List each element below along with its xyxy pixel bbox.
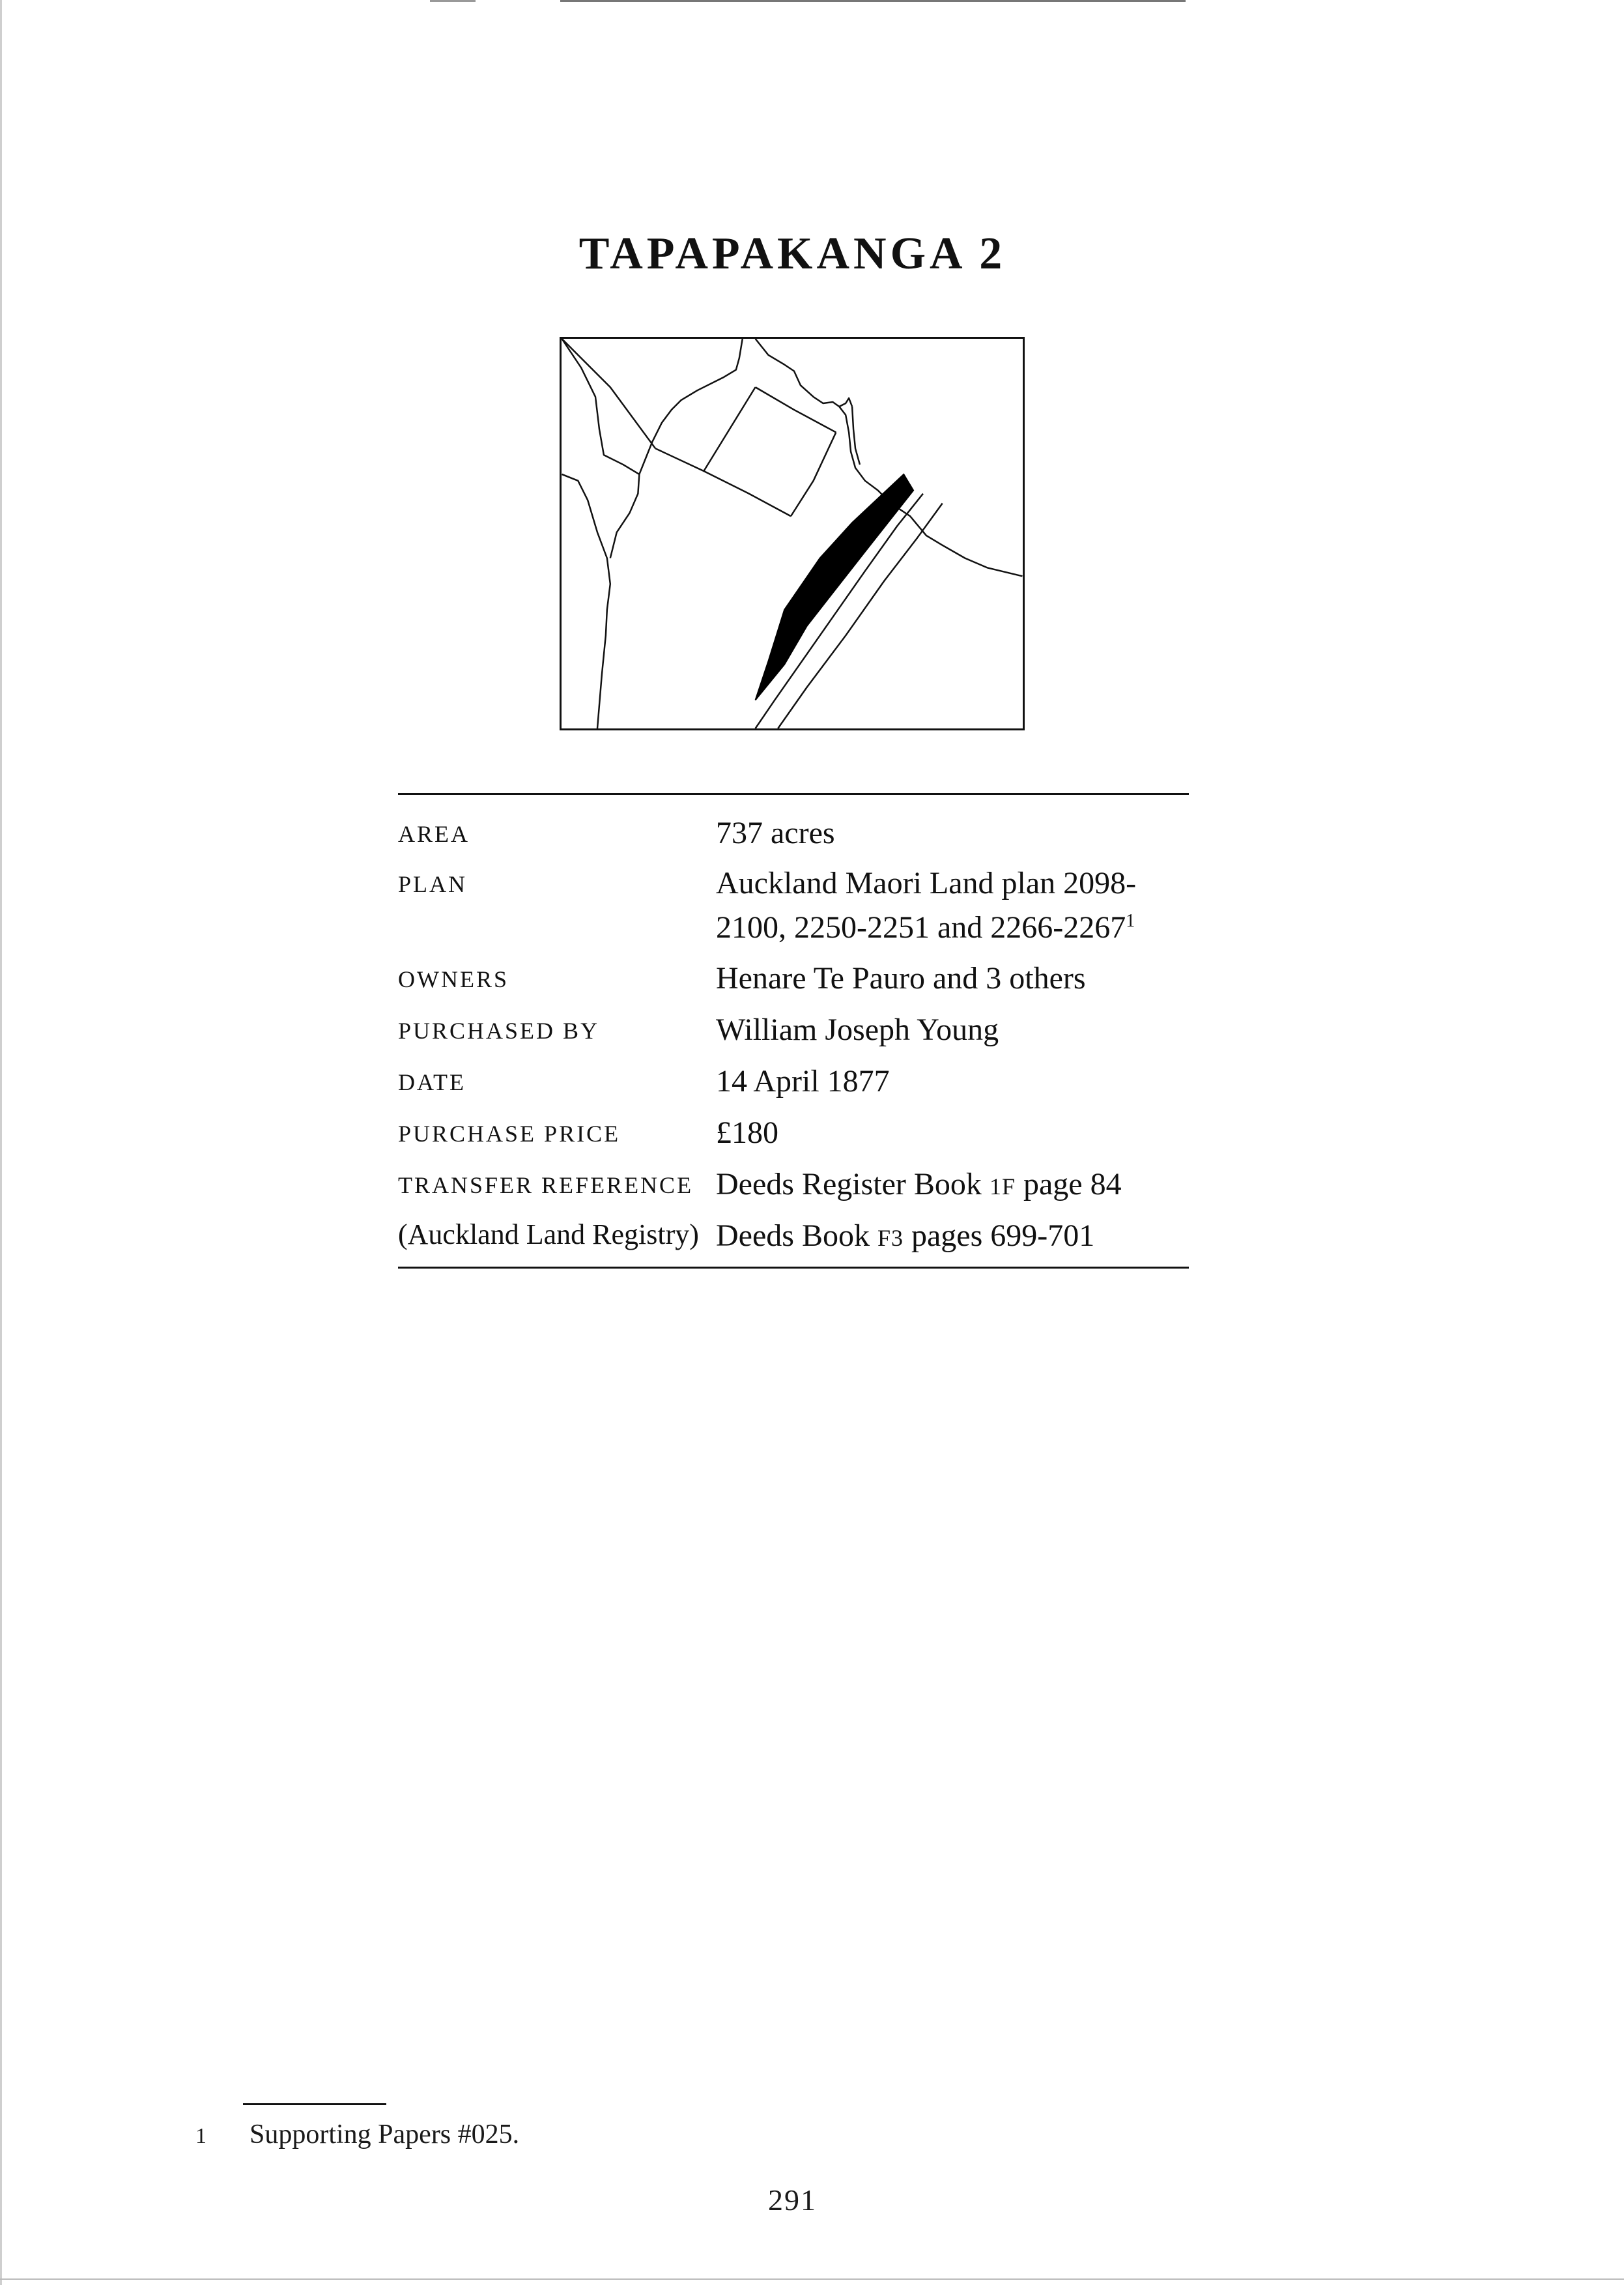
map-block-line-c xyxy=(791,433,836,517)
registry-pages: pages 699-701 xyxy=(904,1218,1095,1253)
map-boundary-lower-left xyxy=(562,474,610,728)
map-highlighted-block xyxy=(756,474,914,700)
scan-edge-mark xyxy=(430,0,476,2)
transfer-ref-book: 1F xyxy=(989,1173,1016,1200)
scan-left-edge xyxy=(0,0,2,2285)
map-boundary-diagonal-top xyxy=(562,339,656,448)
footnote-number: 1 xyxy=(195,2124,207,2148)
value-purchase-price: £180 xyxy=(716,1115,778,1150)
value-plan-line2-wrap xyxy=(716,906,1189,950)
value-plan-line2: 2100, 2250-2251 and 2266-2267 xyxy=(716,910,1126,945)
value-plan xyxy=(716,861,1189,950)
map-strip-outer-line xyxy=(756,494,923,728)
registry-text: Deeds Book xyxy=(716,1218,877,1253)
table-top-rule xyxy=(398,793,1189,795)
map-block-line-a xyxy=(655,448,791,516)
transfer-ref-page: page 84 xyxy=(1015,1167,1122,1201)
page-title: TAPAPAKANGA 2 xyxy=(578,229,1006,279)
table-bottom-rule xyxy=(398,1267,1189,1269)
map-boundary-left xyxy=(562,339,743,474)
map-boundary-inner xyxy=(610,474,640,558)
value-date: 14 April 1877 xyxy=(716,1064,890,1099)
map-coastline-inlet xyxy=(839,398,852,407)
footnote-ref: 1 xyxy=(1126,911,1135,931)
label-registry: (Auckland Land Registry) xyxy=(398,1218,699,1250)
label-area: AREA xyxy=(398,821,470,847)
label-plan: PLAN xyxy=(398,871,468,897)
value-registry xyxy=(716,1214,1189,1260)
transfer-ref-text: Deeds Register Book xyxy=(716,1167,990,1201)
scan-bottom-edge xyxy=(0,2278,1624,2280)
label-purchase-price: PURCHASE PRICE xyxy=(398,1121,621,1147)
label-date: DATE xyxy=(398,1069,466,1095)
value-purchased-by: William Joseph Young xyxy=(716,1013,999,1047)
label-purchased-by: PURCHASED BY xyxy=(398,1018,600,1044)
footnote-rule xyxy=(243,2103,386,2105)
label-transfer-reference: TRANSFER REFERENCE xyxy=(398,1172,694,1198)
value-area: 737 acres xyxy=(716,816,835,850)
map-drawing xyxy=(562,339,1023,728)
value-plan-line1: Auckland Maori Land plan 2098- xyxy=(716,866,1137,900)
label-owners: OWNERS xyxy=(398,966,509,992)
map-block-line-b xyxy=(704,387,755,471)
block-location-map xyxy=(560,337,1025,730)
scan-top-edge xyxy=(560,0,1186,2)
value-owners: Henare Te Pauro and 3 others xyxy=(716,961,1086,996)
page-number: 291 xyxy=(768,2183,817,2217)
map-coastline-inlet-b xyxy=(852,407,860,465)
value-transfer-reference xyxy=(716,1162,1189,1209)
map-coastline-right xyxy=(756,339,1023,576)
map-block-line-d xyxy=(756,387,836,432)
footnote-text: Supporting Papers #025. xyxy=(249,2120,520,2149)
registry-book: F3 xyxy=(877,1225,904,1251)
